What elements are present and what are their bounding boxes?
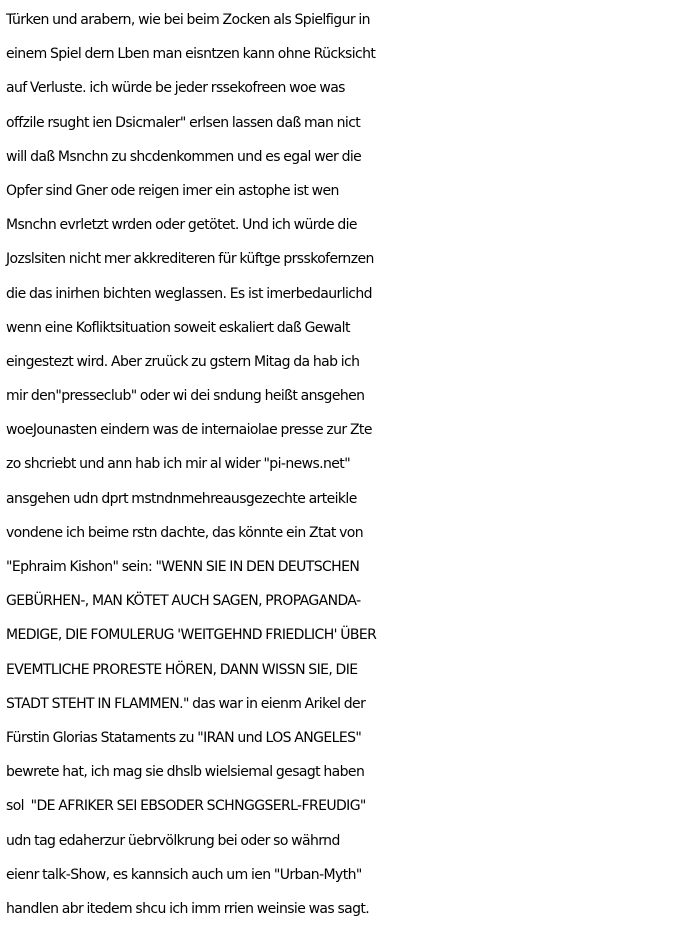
text-line: handlen abr itedem shcu ich imm rrien weinsie was sagt.	[6, 900, 370, 917]
text-line: wenn eine Kofliktsituation soweit eskaliert daß Gewalt	[6, 319, 350, 336]
text-line: bewrete hat, ich mag sie dhslb wielsiemal gesagt haben	[6, 764, 365, 781]
text-line: Jozslsiten nicht mer akkrediteren für küftge prsskofernzen	[6, 251, 374, 268]
text-line: GEBÜRHEN-, MAN KÖTET AUCH SAGEN, PROPAGANDA-	[6, 593, 361, 610]
text-line: sol "DE AFRIKER SEI EBSODER SCHNGGSERL-FREUDIG"	[6, 798, 366, 815]
text-line: offzile rsught ien Dsicmaler" erlsen lassen daß man nict	[6, 114, 361, 131]
text-line: eingestezt wird. Aber zruück zu gstern Mitag da hab ich	[6, 353, 360, 370]
text-line: die das inirhen bichten weglassen. Es ist imerbedaurlichd	[6, 285, 372, 302]
text-line: will daß Msnchn zu shcdenkommen und es egal wer die	[6, 148, 362, 165]
text-line: mir den"presseclub" oder wi dei sndung heißt ansgehen	[6, 388, 365, 405]
text-line: Opfer sind Gner ode reigen imer ein astophe ist wen	[6, 182, 339, 199]
text-line: Türken und arabern, wie bei beim Zocken als Spielfigur in	[6, 12, 370, 28]
text-line: EVEMTLICHE PRORESTE HÖREN, DANN WISSN SIE, DIE	[6, 661, 358, 678]
text-line: auf Verluste. ich würde be jeder rssekofreen woe was	[6, 80, 345, 97]
text-line: Msnchn evrletzt wrden oder getötet. Und ich würde die	[6, 217, 357, 234]
text-line: MEDIGE, DIE FOMULERUG 'WEITGEHND FRIEDLICH' ÜBER	[6, 627, 377, 644]
text-line: "Ephraim Kishon" sein: "WENN SIE IN DEN DEUTSCHEN	[6, 559, 360, 575]
text-line: einem Spiel dern Lben man eisntzen kann ohne Rücksicht	[6, 46, 376, 63]
text-line: Fürstin Glorias Stataments zu "IRAN und LOS ANGELES"	[6, 729, 362, 746]
document-text	[6, 3, 682, 926]
text-line: ansgehen udn dprt mstndnmehreausgezechte arteikle	[6, 490, 357, 507]
text-line: zo shcriebt und ann hab ich mir al wider "pi-news.net"	[6, 456, 351, 473]
text-line: eienr talk-Show, es kannsich auch um ien "Urban-Myth"	[6, 866, 362, 883]
text-line: vondene ich beime rstn dachte, das könnte ein Ztat von	[6, 524, 363, 541]
text-line: woeJounasten eindern was de internaiolae presse zur Zte	[6, 422, 372, 439]
text-line: STADT STEHT IN FLAMMEN." das war in eienm Arikel der	[6, 695, 366, 712]
text-line: udn tag edaherzur üebrvölkrung bei oder so währnd	[6, 832, 340, 849]
